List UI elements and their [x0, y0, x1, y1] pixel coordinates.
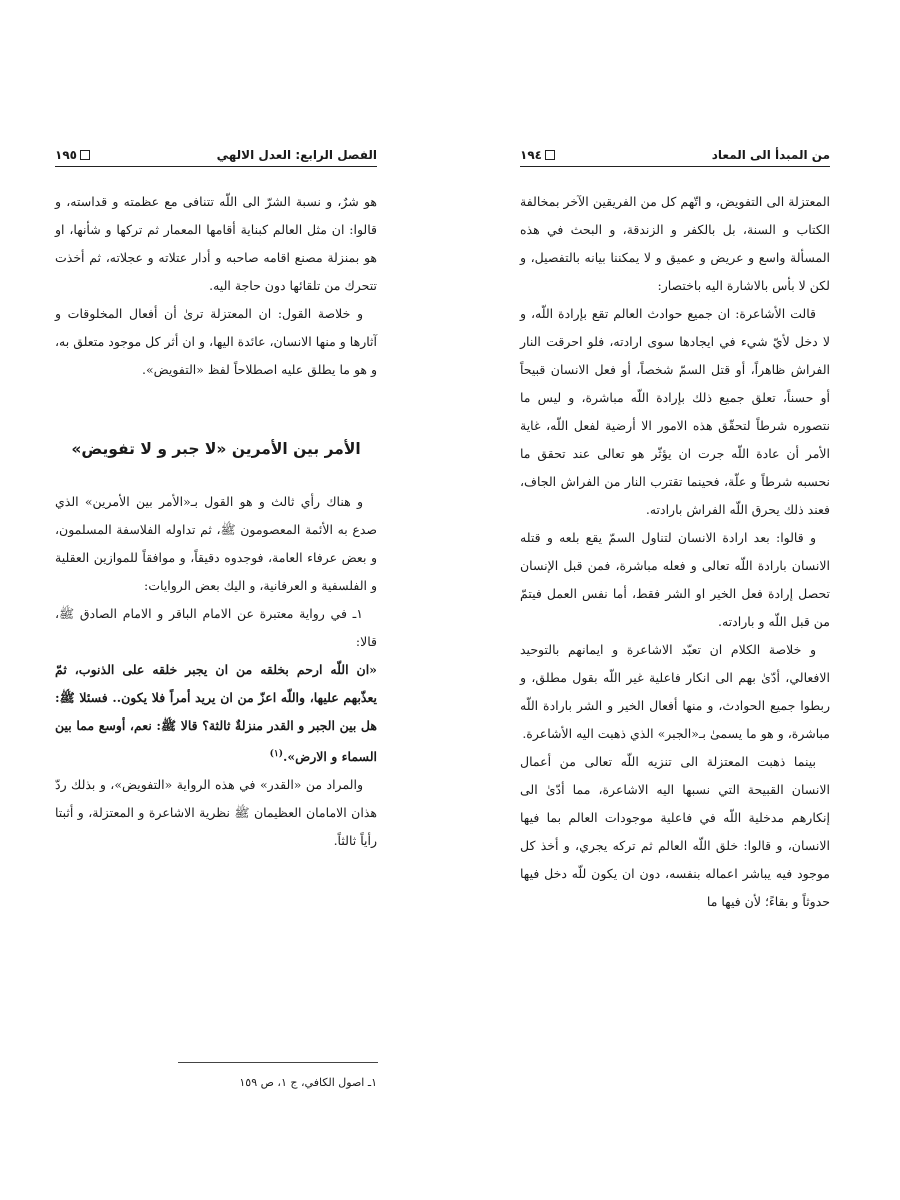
- footnote-divider: [178, 1062, 378, 1063]
- footnote-ref: (١): [269, 749, 283, 759]
- paragraph: بينما ذهبت المعتزلة الى تنزيه اللّه تعالى من أعمال الانسان القبيحة التي نسبها اليه الاشاعرة، مما أدّىٰ الى إنكارهم مدخلية اللّه في فاعلية موجودات العالم بما فيها الانسان، و قالوا: خلق اللّه العالم ثم تركه يجري، و أخذ كل موجود فيه يباشر اعماله بنفسه، دون ان يكون للّه دخل فيها حدوثاً و بقاءً؛ لأن فيها ما: [520, 754, 830, 909]
- page-number-group: [55, 148, 90, 162]
- right-page: [450, 0, 900, 1200]
- page-number: ١٩٥: [55, 148, 77, 162]
- paragraph: و قالوا: بعد ارادة الانسان لتناول السمّ يقع بلعه و قتله الانسان بارادة اللّه تعالى و فعله مباشرة، فمن قبل الإنسان تحصل إرادة فعل الخير او الشر فقط، أما نفس العمل فيتمّ من قبل اللّه و بارادته.: [520, 530, 830, 629]
- body-text: [520, 188, 830, 916]
- page-number-group: [520, 148, 555, 162]
- paragraph: هو شرٌ، و نسبة الشرّ الى اللّه تتنافى مع عظمته و قداسته، و قالوا: ان مثل العالم كبناية أقامها المعمار ثم تركها و شأنها، او هو بمنزلة مصنع اقامه صاحبه و أدار عتلاته و عجلاته، ثم أخذت تتحرك من تلقائها دون حاجة اليه.: [55, 194, 378, 293]
- paragraph: قالت الأشاعرة: ان جميع حوادث العالم تقع بإرادة اللّه، و لا دخل لأيّ شيء في ايجادها سوى ارادته، فلو احرقت النار الفراش ظاهراً، أو قتل السمّ شخصاً، أو فعل الانسان قبيحاً أو حسناً، تعلق جميع ذلك بإرادة اللّه مباشرة، و ليس ما نتصوره شرطاً لتحقّق هذه الامور الا أرضية لفعل اللّه، غاية الأمر أن عادة اللّه جرت ان يؤثّر هو تعالى عند تحقق ما نحسبه شرطاً و علّة، فحينما تقترب النار من الفراش الجاف، فعند ذلك يحرق اللّه الفراش بارادته.: [520, 306, 830, 517]
- paragraph: و خلاصة القول: ان المعتزلة ترىٰ أن أفعال المخلوقات و آثارها و منها الانسان، عائدة اليها، و ان أثر كل موجود متعلق به، و هو ما يطلق عليه اصطلاحاً لفظ «التفويض».: [55, 306, 377, 377]
- page-number: ١٩٤: [520, 148, 542, 162]
- section-heading: الأمر بين الأمرين «لا جبر و لا تفويض»: [71, 440, 361, 458]
- footnote: ١ـ اصول الكافي، ج ١، ص ١٥٩: [239, 1076, 377, 1089]
- paragraph: و خلاصة الكلام ان تعبّد الاشاعرة و ايمانهم بالتوحيد الافعالي، أدّىٰ بهم الى انكار فاعلية غير اللّه بقول مطلق، و ربطوا جميع الحوادث، و منها أفعال الخير و الشر بارادة اللّه مباشرة، و هو ما يسمىٰ بـ«الجبر» الذي ذهبت اليه الأشاعرة.: [520, 642, 830, 741]
- paragraph: المعتزلة الى التفويض، و اتّهم كل من الفريقين الآخر بمخالفة الكتاب و السنة، بل بالكفر و الزندقة، و البحث في هذه المسألة واسع و عريض و عميق و لا يمكننا بيانه بالتفصيل، و لكن لا بأس بالاشارة اليه باختصار:: [520, 194, 830, 293]
- quote-text: «ان اللّه ارحم بخلقه من ان يجبر خلقه على الذنوب، ثمّ يعذّبهم عليها، واللّه اعزّ من ان يريد أمراً فلا يكون.. فسئلا ﷺ: هل بين الجبر و القدر منزلةٌ ثالثة؟ قالا ﷺ: نعم، أوسع مما بين السماء و الارض».: [55, 662, 377, 765]
- header-divider: [55, 166, 377, 167]
- header-divider: [520, 166, 830, 167]
- chapter-title: الفصل الرابع: العدل الالهي: [216, 148, 377, 162]
- book-title: من المبدأ الى المعاد: [711, 148, 830, 162]
- paragraph: و هناك رأي ثالث و هو القول بـ«الأمر بين الأمرين» الذي صدع به الأئمة المعصومون ﷺ، ثم تداوله الفلاسفة المسلمون، و بعض عرفاء العامة، فوجدوه دقيقاً، و موافقاً للموازين العقلية و الفلسفية و العرفانية، و اليك بعض الروايات:: [55, 494, 377, 593]
- quote-paragraph: [55, 656, 377, 771]
- square-icon: [545, 150, 555, 160]
- paragraph: والمراد من «القدر» في هذه الرواية «التفويض»، و بذلك ردّ هذان الامامان العظيمان ﷺ نظرية الاشاعرة و المعتزلة، و أثبتا رأياً ثالثاً.: [55, 777, 377, 849]
- page-header: [55, 138, 377, 162]
- page-header: [520, 138, 830, 162]
- paragraph: ١ـ في رواية معتبرة عن الامام الباقر و الامام الصادق ﷺ، قالا:: [55, 606, 377, 649]
- square-icon: [80, 150, 90, 160]
- body-text: [55, 188, 377, 855]
